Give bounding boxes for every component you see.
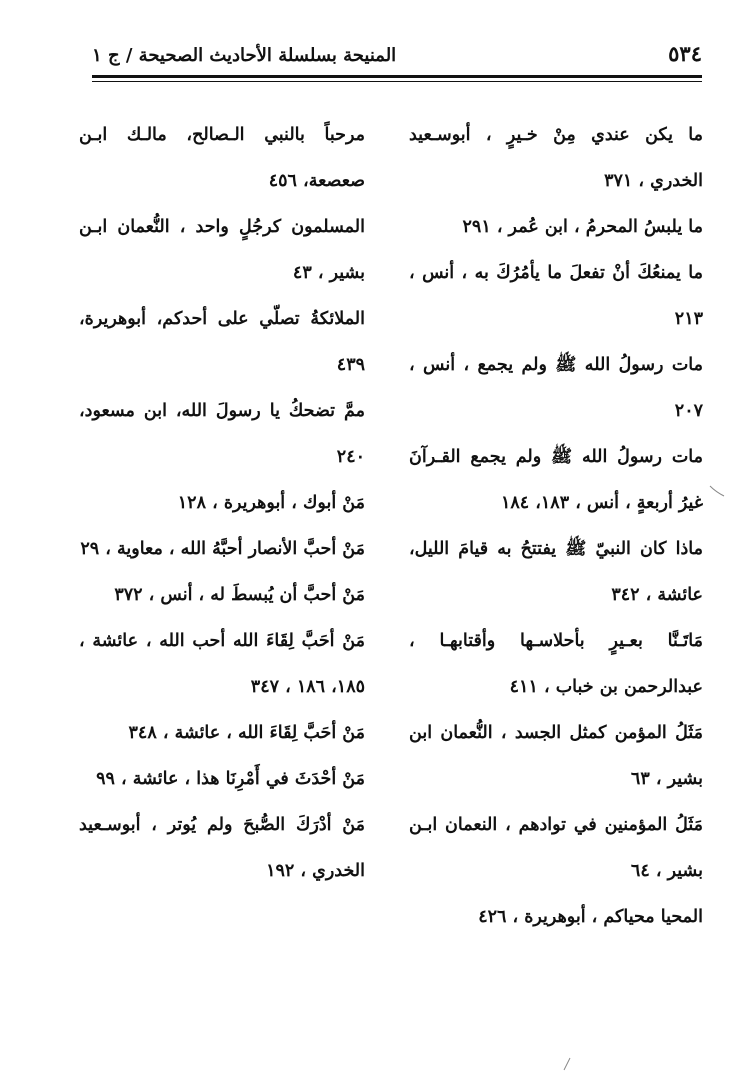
entry-text: مات رسولُ الله ﷺ ولم يجمع ، أنس ، [409, 355, 703, 375]
entry-hadith-number: ٦٤ [630, 861, 650, 881]
index-column-left [79, 112, 365, 894]
entry-text: مَنْ أحبَّ الأنصار أحبَّهُ الله ، معاوية ، [105, 539, 365, 559]
entry-text: مرحباً بالنبي الـصالح، مالـك ابـن صعصعة، [79, 125, 365, 191]
index-entry [409, 618, 703, 710]
entry-hadith-number: ٤٣٩ [336, 355, 365, 375]
entry-text: ما يكن عندي مِنْ خـيرٍ ، أبوسـعيد الخدري ، [409, 125, 703, 191]
entry-hadith-number: ٤٢٦ [478, 907, 507, 927]
index-entry [409, 204, 703, 250]
entry-text: المسلمون كرجُلٍ واحد ، النُّعمان ابـن بشير ، [79, 217, 365, 283]
entry-text: ممَّ تضحكُ يا رسولَ الله، ابن مسعود، [79, 401, 365, 421]
entry-hadith-number: ٤٣ [292, 263, 312, 283]
entry-hadith-number: ٣٤٨ [128, 723, 157, 743]
index-entry [79, 480, 365, 526]
index-entry [409, 526, 703, 618]
entry-text: مات رسولُ الله ﷺ ولم يجمع القـرآنَ غيرُ أربعةٍ ، أنس ، [409, 447, 703, 513]
index-entry [409, 250, 703, 342]
header-rule [92, 75, 702, 78]
index-entry [79, 388, 365, 480]
entry-text: مَثَلُ المؤمن كمثل الجسد ، النُّعمان ابن بشير ، [409, 723, 703, 789]
index-entry [409, 342, 703, 434]
page-number: ٥٣٤ [668, 41, 702, 66]
index-entry [79, 756, 365, 802]
page-header [92, 34, 702, 66]
entry-hadith-number: ١٢٨ [177, 493, 206, 513]
entry-text: مَنْ أبوك ، أبوهريرة ، [212, 493, 365, 513]
entry-text: مَنْ أحَبَّ لِقَاءَ الله أحب الله ، عائشة ، [79, 631, 365, 651]
entry-hadith-number: ٣٧٢ [114, 585, 143, 605]
entry-hadith-number: ٦٣ [630, 769, 650, 789]
index-entry [79, 112, 365, 204]
scan-mark [560, 1056, 574, 1074]
entry-hadith-number: ٢١٣ [674, 309, 703, 329]
entry-text: ما يلبسُ المحرمُ ، ابن عُمر ، [496, 217, 703, 237]
entry-hadith-number: ١٨٣، ١٨٤ [500, 493, 570, 513]
entry-text: الملائكةُ تصلّي على أحدكم، أبوهريرة، [79, 309, 365, 329]
entry-text: مَاتَـنَّا بعـيرٍ بأحلاسـها وأقتابهـا ، عبدالرحمن بن خباب ، [409, 631, 703, 697]
index-entry [79, 296, 365, 388]
entry-hadith-number: ٢٩١ [462, 217, 491, 237]
index-entry [79, 572, 365, 618]
index-entry [79, 526, 365, 572]
index-entry [409, 112, 703, 204]
index-entry [409, 894, 703, 940]
entry-text: مَنْ أحَبَّ لِقَاءَ الله ، عائشة ، [162, 723, 365, 743]
entry-hadith-number: ١٩٢ [266, 861, 295, 881]
entry-hadith-number: ٣٤٢ [611, 585, 640, 605]
entry-hadith-number: ٩٩ [96, 769, 115, 789]
header-rule-thin [92, 81, 702, 82]
entry-hadith-number: ٢٩ [80, 539, 100, 559]
entry-hadith-number: ٢٠٧ [674, 401, 703, 421]
entry-text: مَنْ أحبَّ أن يُبسطَ له ، أنس ، [148, 585, 365, 605]
index-entry [79, 802, 365, 894]
entry-hadith-number: ٣٧١ [604, 171, 633, 191]
index-entry [409, 710, 703, 802]
index-entry [79, 204, 365, 296]
running-title: المنيحة بسلسلة الأحاديث الصحيحة / ج ١ [92, 45, 397, 66]
entry-hadith-number: ٤٥٦ [268, 171, 297, 191]
entry-hadith-number: ٢٤٠ [336, 447, 365, 467]
entry-text: المحيا محياكم ، أبوهريرة ، [512, 907, 703, 927]
entry-text: ما يمنعُكَ أنْ تفعلَ ما يأمُرُكَ به ، أنس ، [409, 263, 703, 283]
index-entry [409, 434, 703, 526]
entry-text: ماذا كان النبيّ ﷺ يفتتحُ به قيامَ الليل، عائشة ، [409, 539, 703, 605]
entry-text: مَنْ أحْدَثَ في أَمْرِنَا هذا ، عائشة ، [121, 769, 365, 789]
index-entry [79, 710, 365, 756]
scan-mark [708, 482, 728, 502]
entry-text: مَثَلُ المؤمنين في توادهم ، النعمان ابـن بشير ، [409, 815, 703, 881]
entry-hadith-number: ١٨٥، ١٨٦ ، ٣٤٧ [250, 677, 365, 697]
entry-text: مَنْ أدْرَكَ الصُّبحَ ولم يُوتر ، أبوسـعيد الخدري ، [79, 815, 365, 881]
index-entry [79, 618, 365, 710]
index-entry [409, 802, 703, 894]
entry-hadith-number: ٤١١ [509, 677, 538, 697]
index-column-right [409, 112, 703, 940]
